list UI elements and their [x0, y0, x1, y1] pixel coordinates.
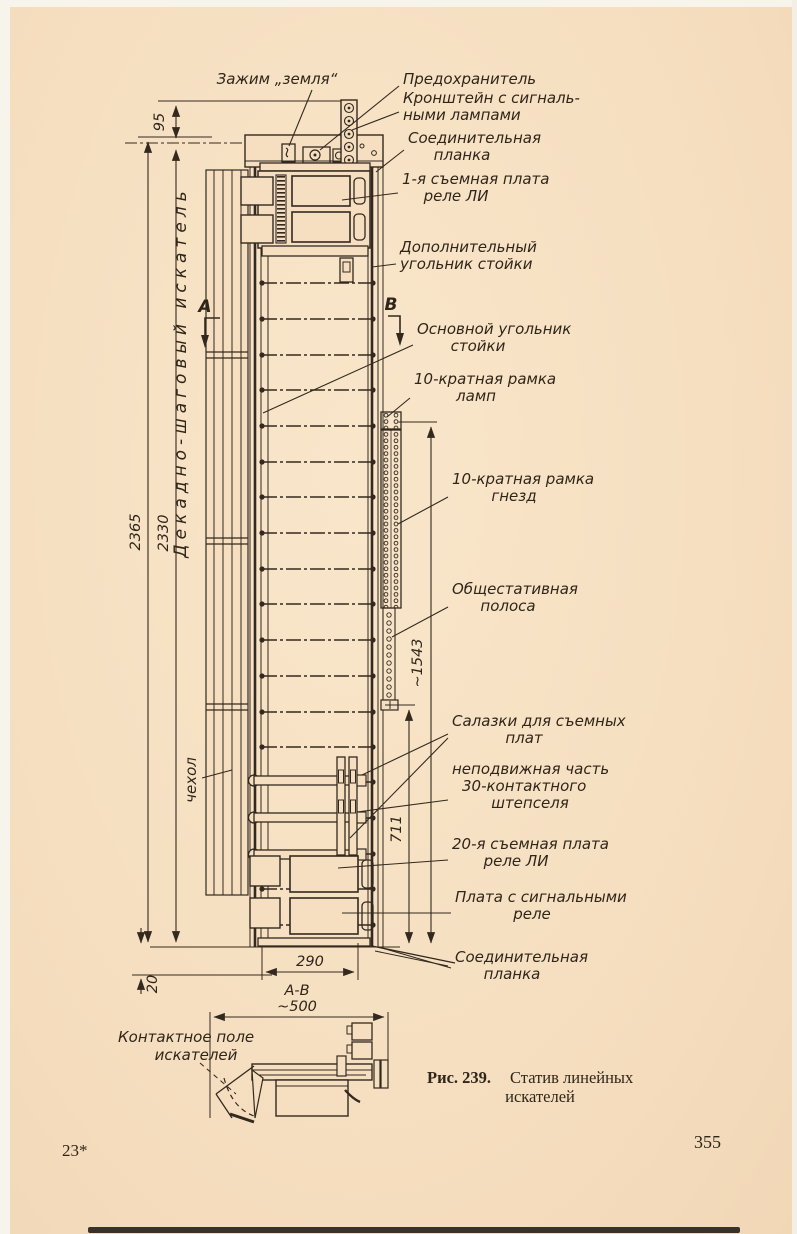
label-slides-2: плат: [505, 729, 543, 747]
label-bracket-2: ными лампами: [403, 106, 521, 124]
page-number: 355: [694, 1132, 721, 1152]
dim-290: 290: [296, 954, 324, 970]
label-common-bar-1: Общестативная: [452, 580, 578, 598]
section-b-label: B: [384, 295, 398, 315]
label-plate20-2: реле ЛИ: [483, 852, 549, 870]
label-contact-field-2: искателей: [154, 1046, 238, 1064]
label-signal-plate-1: Плата с сигнальными: [455, 888, 627, 906]
label-ground-clamp: Зажим „земля“: [216, 70, 338, 88]
side-view-right-blocks: [345, 1023, 388, 1102]
label-plug-2: 30-контактного: [462, 777, 587, 795]
label-signal-plate-2: реле: [513, 905, 551, 923]
label-plug-3: штепселя: [491, 794, 569, 812]
bottom-plates-block: [250, 856, 455, 966]
label-lamp-frame-1: 10-кратная рамка: [414, 370, 557, 388]
plug-fixed-part: [337, 757, 357, 855]
section-marker-b: [385, 295, 404, 346]
label-cover: чехол: [182, 757, 200, 803]
label-conn-top-1: Соединительная: [408, 129, 541, 147]
section-a-label: A: [198, 297, 212, 317]
dim-95: 95: [152, 112, 168, 132]
label-plate1-2: реле ЛИ: [423, 187, 489, 205]
jack-frame-strip: [381, 412, 401, 710]
relay-plate-20: [290, 856, 358, 892]
label-extra-angle-2: угольник стойки: [400, 255, 533, 273]
dim-20: 20: [145, 974, 161, 994]
label-decade-finder: Декадно-шаговый искатель: [171, 186, 191, 558]
label-common-bar-2: полоса: [480, 597, 536, 615]
dim-2330: 2330: [156, 514, 172, 552]
label-main-angle-1: Основной угольник: [417, 320, 572, 338]
dim-1543: ~1543: [410, 638, 426, 688]
contact-field-part: [216, 1066, 263, 1122]
section-ab-text: A-B: [284, 983, 310, 999]
label-bracket-1: Кронштейн с сигналь-: [403, 89, 580, 107]
label-plug-1: неподвижная часть: [452, 760, 610, 778]
label-lamp-frame-2: ламп: [456, 387, 496, 405]
caption-prefix: Рис. 239.: [427, 1068, 492, 1087]
label-contact-field-1: Контактное поле: [118, 1028, 255, 1046]
label-conn-bottom-1: Соединительная: [455, 948, 588, 966]
dim-2365: 2365: [128, 513, 144, 551]
dim-500: ~500: [277, 999, 317, 1015]
label-fuse: Предохранитель: [403, 70, 537, 88]
label-main-angle-2: стойки: [450, 337, 506, 355]
slides-assembly: [249, 757, 367, 860]
label-jack-frame-1: 10-кратная рамка: [452, 470, 595, 488]
label-plate20-1: 20-я съемная плата: [452, 835, 609, 853]
label-conn-top-2: планка: [433, 146, 491, 164]
label-plate1-1: 1-я съемная плата: [402, 170, 550, 188]
label-conn-bottom-2: планка: [483, 965, 541, 983]
label-slides-1: Салазки для съемных: [452, 712, 626, 730]
signature-mark: 23*: [62, 1141, 88, 1160]
cover-panels: [206, 170, 248, 895]
label-extra-angle-1: Дополнительный: [400, 238, 537, 256]
relay-plate-1-block: [241, 163, 370, 282]
caption-line1: Статив линейных: [510, 1068, 634, 1087]
figure-caption: [427, 1068, 634, 1106]
label-jack-frame-2: гнезд: [491, 487, 537, 505]
dim-711: 711: [389, 815, 405, 843]
signal-relay-plate: [290, 898, 358, 934]
rack-mounting-rows: [259, 280, 375, 927]
caption-line2: искателей: [505, 1087, 575, 1106]
